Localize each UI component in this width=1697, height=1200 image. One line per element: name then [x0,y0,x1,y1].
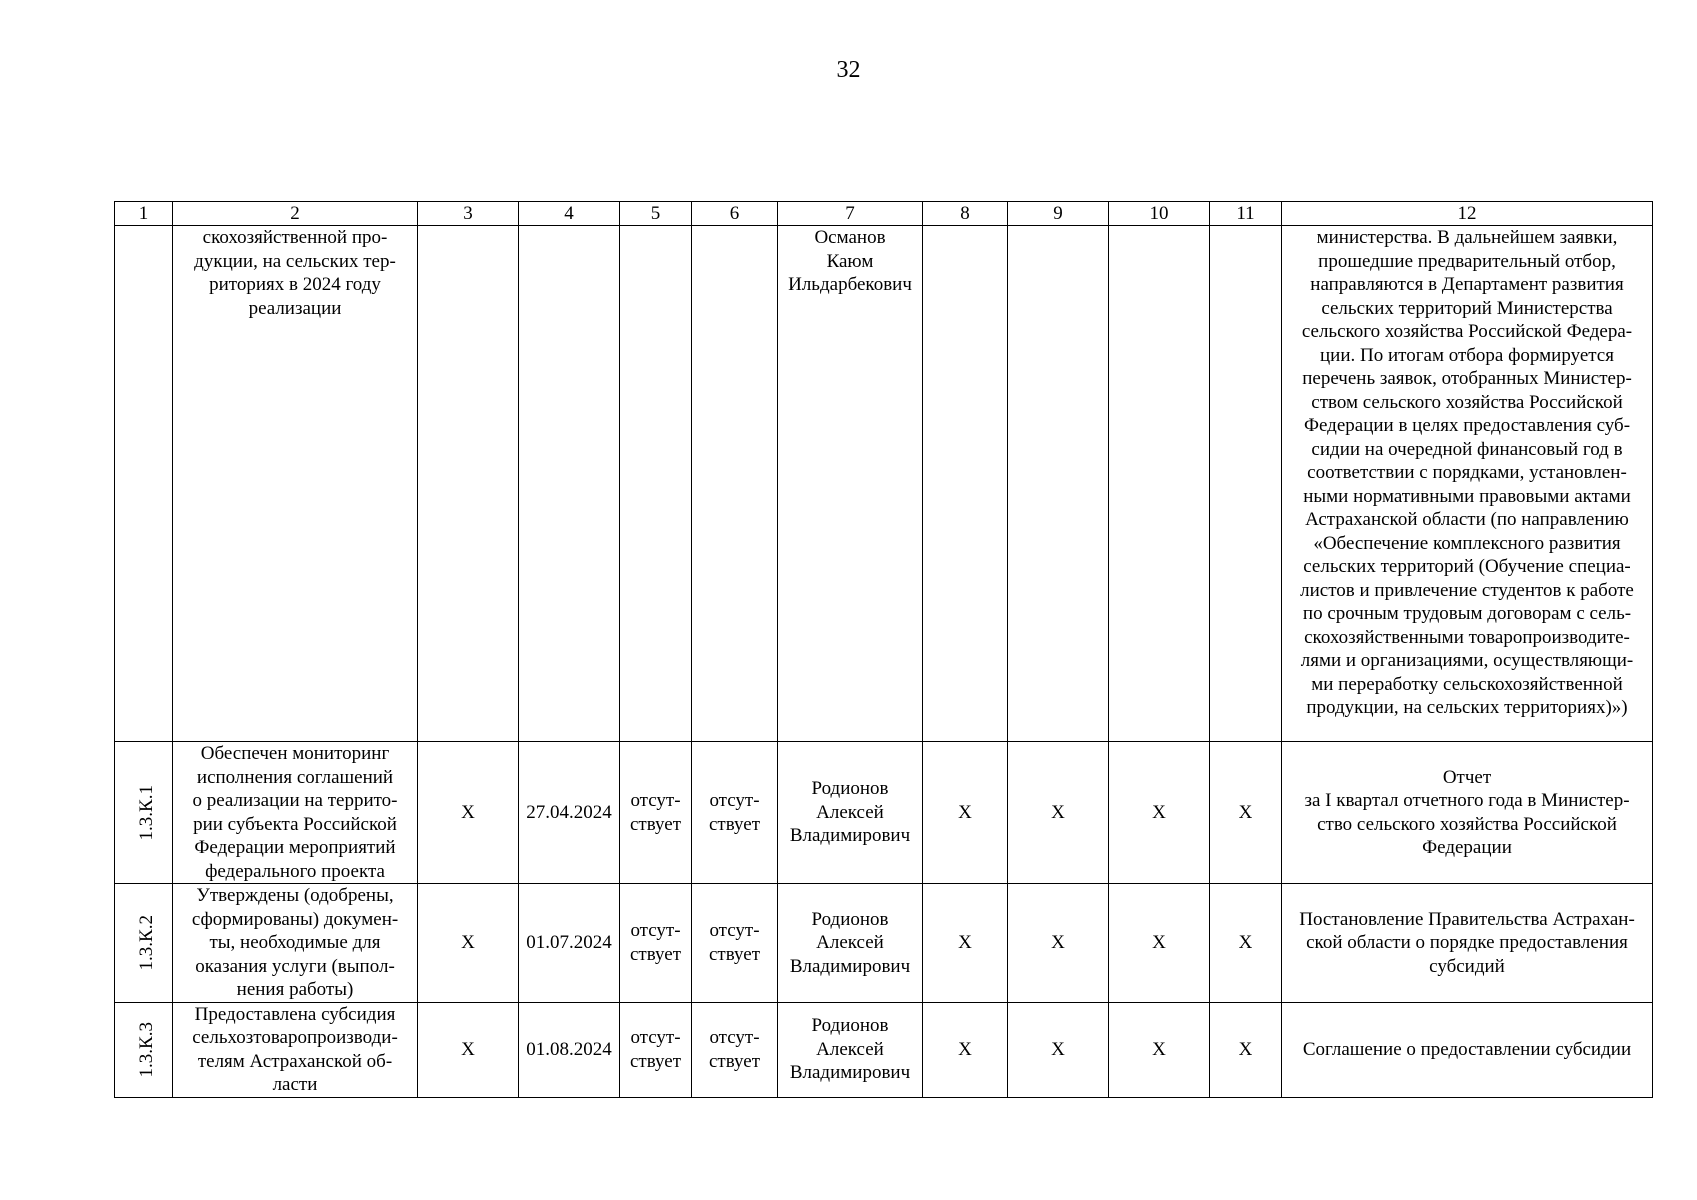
column-number: 1 [115,202,173,226]
table-cell [519,226,620,742]
table-cell-responsible: Османов Каюм Ильдарбекович [778,226,923,742]
table-cell: Х [1109,1002,1210,1097]
column-number: 12 [1282,202,1653,226]
column-number-row [115,202,1653,226]
table-cell: Х [1210,884,1282,1003]
table-cell: Х [1210,742,1282,884]
table-cell: отсут- ствует [620,742,692,884]
table-cell-result: Постановление Правительства Астрахан- ской области о порядке предоставления субсидий [1282,884,1653,1003]
table-cell: Х [1008,884,1109,1003]
table-cell: Х [1210,1002,1282,1097]
table-cell-code [115,1002,173,1097]
table-cell-date: 27.04.2024 [519,742,620,884]
table-cell: Х [923,884,1008,1003]
table-row-continuation [115,226,1653,742]
table-cell: отсут- ствует [692,884,778,1003]
column-number: 11 [1210,202,1282,226]
column-number: 3 [418,202,519,226]
table-row [115,884,1653,1003]
table-cell-responsible: Родионов Алексей Владимирович [778,884,923,1003]
column-number: 10 [1109,202,1210,226]
table-cell: Х [923,1002,1008,1097]
table-cell: Х [418,742,519,884]
table-cell-description: Утверждены (одобрены, сформированы) докумен- ты, необходимые для оказания услуги (выпол- нения работы) [173,884,418,1003]
row-code: 1.3.К.1 [135,784,157,841]
table-cell [692,226,778,742]
table-cell: отсут- ствует [620,884,692,1003]
table-cell-responsible: Родионов Алексей Владимирович [778,1002,923,1097]
table-cell-date: 01.08.2024 [519,1002,620,1097]
table-cell-code [115,884,173,1003]
column-number: 7 [778,202,923,226]
table-cell: Х [1008,742,1109,884]
table-cell: Х [1008,1002,1109,1097]
column-number: 6 [692,202,778,226]
column-number: 4 [519,202,620,226]
table-cell [418,226,519,742]
page-number: 32 [836,57,861,83]
table-cell: Х [923,742,1008,884]
table-cell-responsible: Родионов Алексей Владимирович [778,742,923,884]
table-cell-result: Соглашение о предоставлении субсидии [1282,1002,1653,1097]
table-cell [1008,226,1109,742]
row-code: 1.3.К.2 [135,915,157,971]
column-number: 2 [173,202,418,226]
table-row [115,742,1653,884]
table-cell-code [115,742,173,884]
column-number: 9 [1008,202,1109,226]
table-cell-date: 01.07.2024 [519,884,620,1003]
row-code: 1.3.К.3 [135,1021,157,1078]
table-row [115,1002,1653,1097]
table-cell-result: министерства. В дальнейшем заявки, прошедшие предварительный отбор, направляются в Департамент развития сельских территорий Министерства сельского хозяйства Российской Федера- ции. По итогам отбора формируется перечень заявок, отобранных Министер- ством сельского хозяйства Российской Федерации в целях предоставления суб- сидии на очередной финансовый год в соответствии с порядками, установлен- ными нормативными правовыми актами Астраханской области (по направлению «Обеспечение комплексного развития сельских территорий (Обучение специа- листов и привлечение студентов к работе по срочным трудовым договорам с сель- скохозяйственными товаропроизводите- лями и организациями, осуществляющи- ми переработку сельскохозяйственной продукции, на сельских территориях)») [1282,226,1653,742]
table-cell-result: Отчет за I квартал отчетного года в Министер- ство сельского хозяйства Российской Федерации [1282,742,1653,884]
table-cell: отсут- ствует [692,742,778,884]
table-cell: Х [418,884,519,1003]
column-number: 5 [620,202,692,226]
table-cell [1210,226,1282,742]
table-cell: Х [1109,884,1210,1003]
table-cell [1109,226,1210,742]
table-cell: отсут- ствует [620,1002,692,1097]
column-number: 8 [923,202,1008,226]
table-cell: Х [1109,742,1210,884]
table-cell-description: Обеспечен мониторинг исполнения соглашений о реализации на террито- рии субъекта Российской Федерации мероприятий федерального проекта [173,742,418,884]
control-points-table [114,201,1653,1098]
table-cell [620,226,692,742]
table-cell [923,226,1008,742]
table-cell: Х [418,1002,519,1097]
table-cell-description: скохозяйственной про- дукции, на сельских тер- риториях в 2024 году реализации [173,226,418,742]
table-cell-code [115,226,173,742]
table-cell: отсут- ствует [692,1002,778,1097]
table-cell-description: Предоставлена субсидия сельхозтоваропроизводи- телям Астраханской об- ласти [173,1002,418,1097]
